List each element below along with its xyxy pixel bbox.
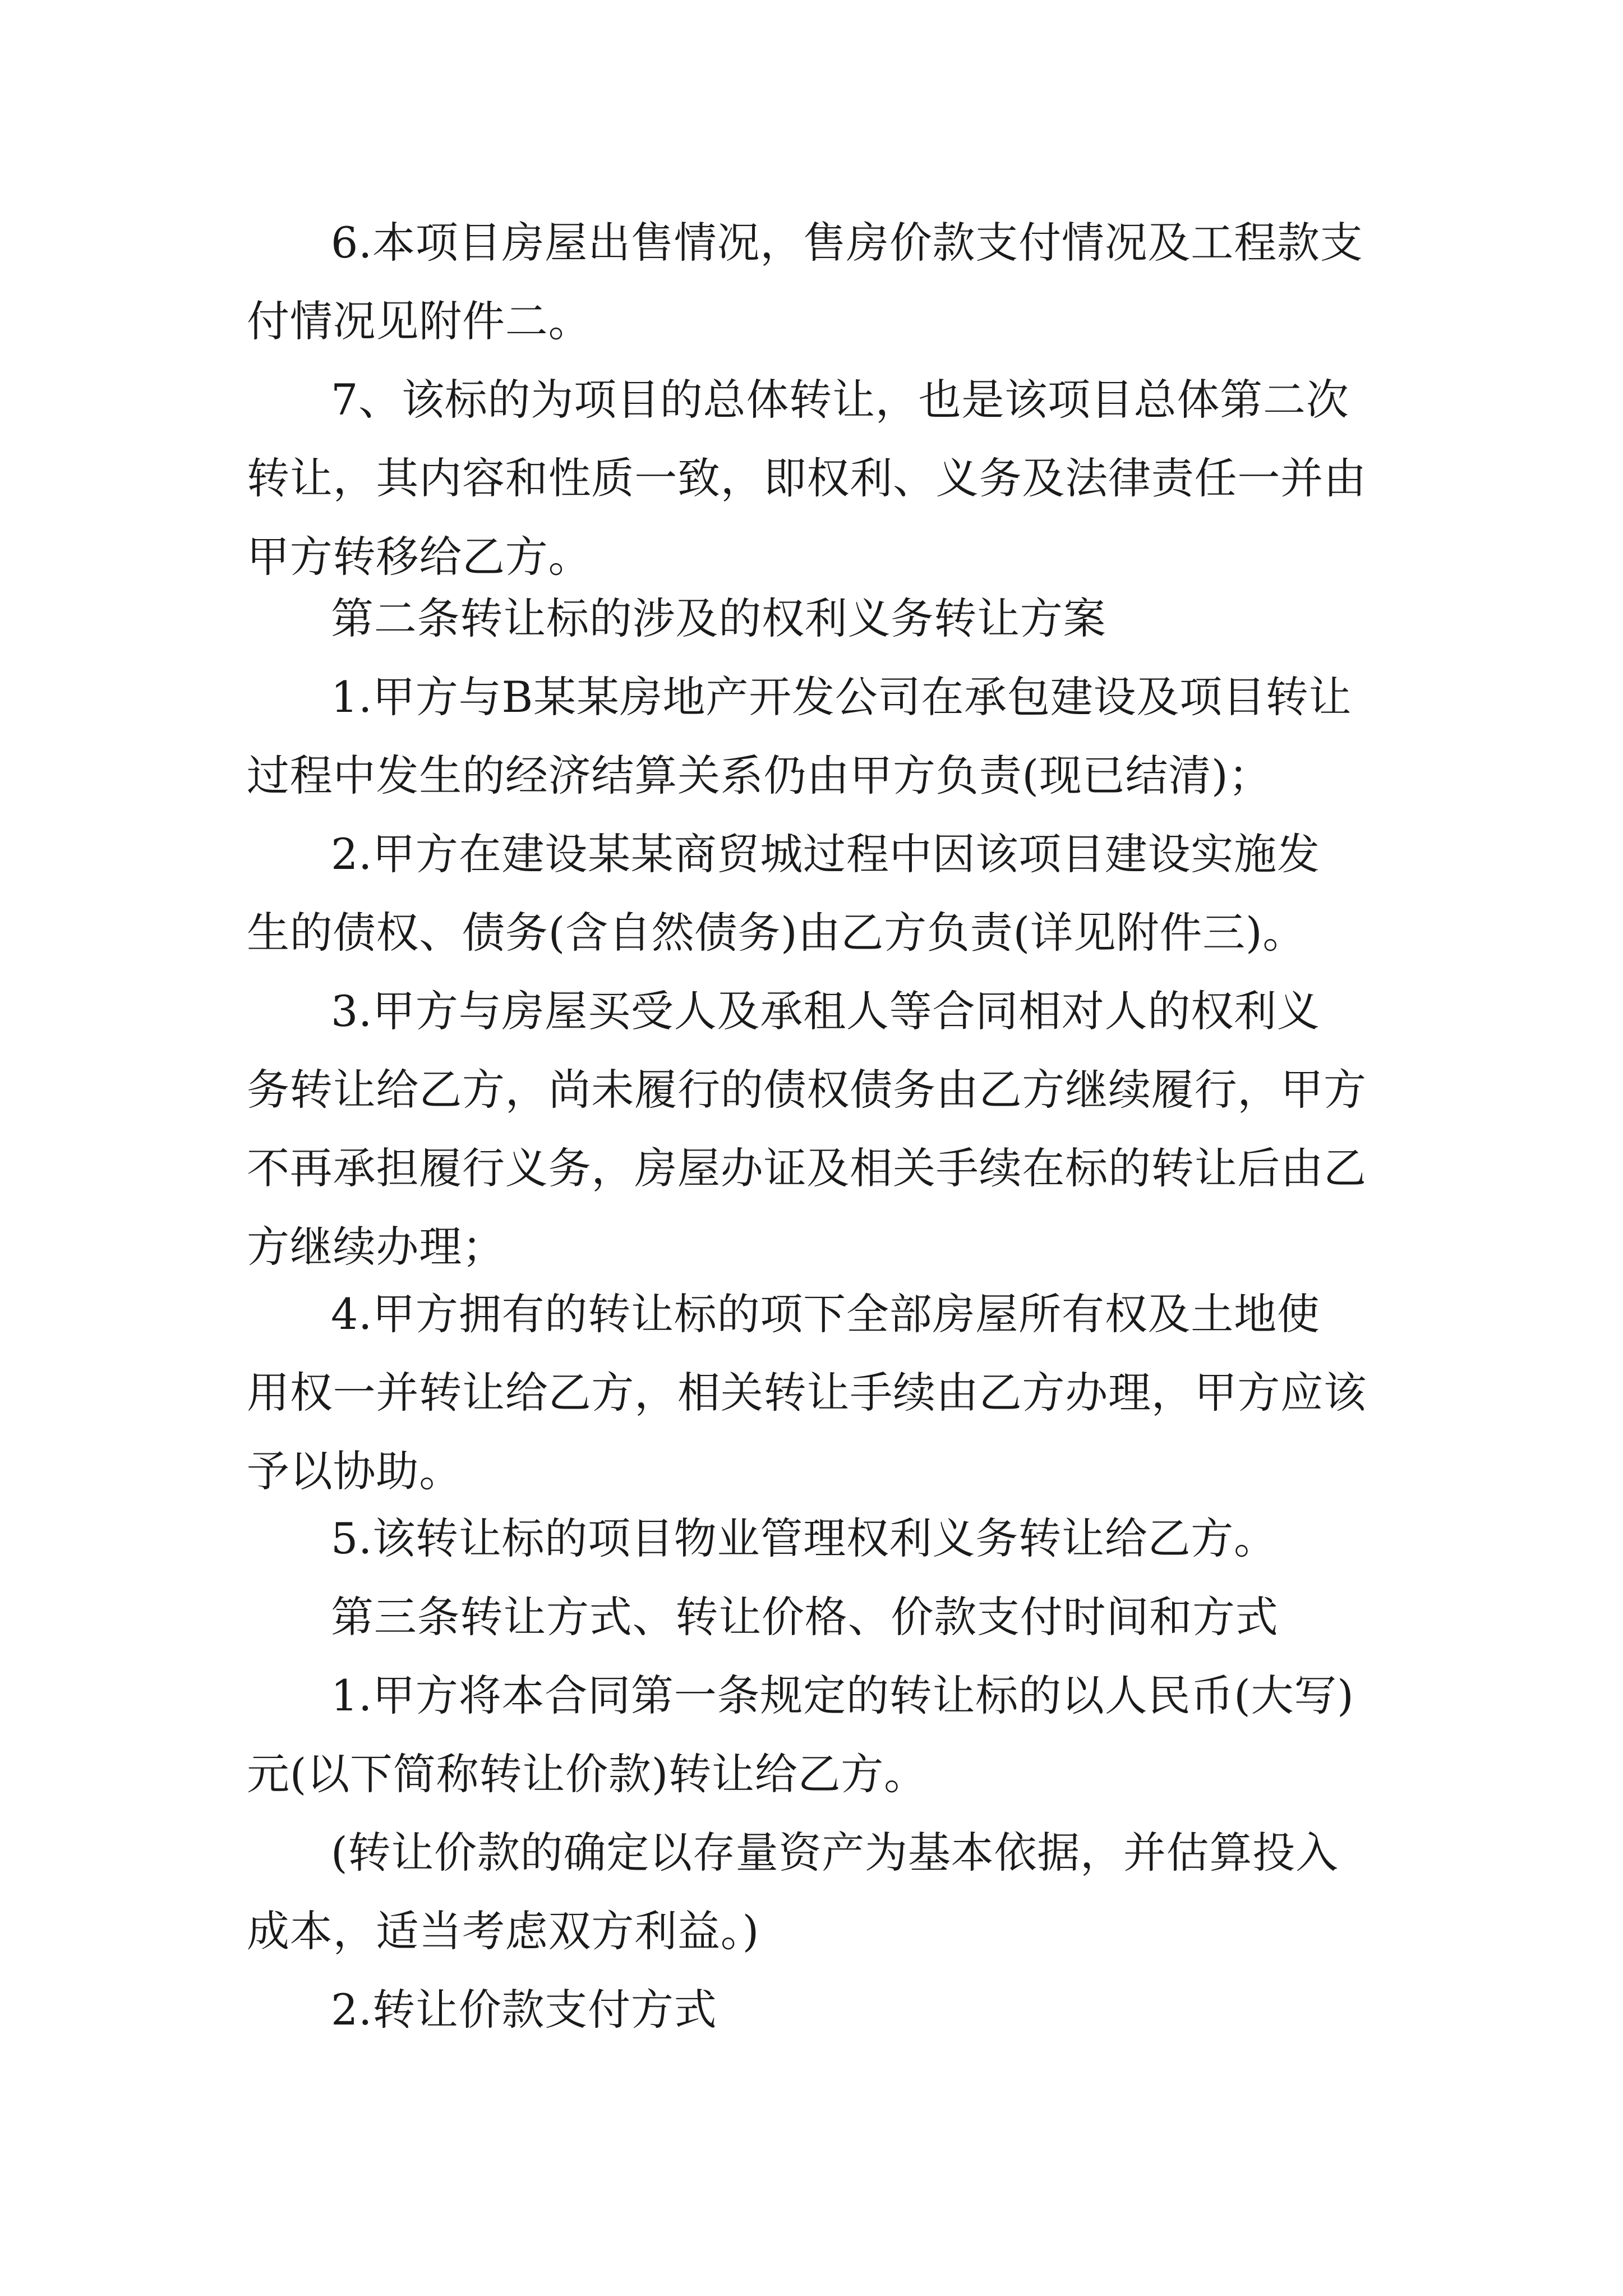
text-line: 生的债权、债务(含自然债务)由乙方负责(详见附件三)。 [247,908,1306,958]
text-line: 5.该转让标的项目物业管理权利义务转让给乙方。 [331,1513,1277,1563]
text-line: 4.甲方拥有的转让标的项下全部房屋所有权及土地使 [331,1289,1320,1339]
text-line: 不再承担履行义务，房屋办证及相关手续在标的转让后由乙 [247,1143,1367,1193]
text-line: 予以协助。 [247,1446,462,1496]
text-line: 方继续办理； [247,1222,505,1272]
text-line: 6.本项目房屋出售情况，售房价款支付情况及工程款支 [331,218,1363,268]
text-line: 成本，适当考虑双方利益。) [247,1906,760,1956]
text-line: 甲方转移给乙方。 [247,532,592,582]
text-line: 付情况见附件二。 [247,296,592,346]
text-line: 1.甲方将本合同第一条规定的转让标的以人民币(大写) [331,1671,1354,1720]
section-heading: 第二条转让标的涉及的权利义务转让方案 [331,593,1106,643]
text-line: 1.甲方与B某某房地产开发公司在承包建设及项目转让 [331,672,1352,722]
text-line: 元(以下简称转让价款)转让给乙方。 [247,1749,927,1799]
text-line: (转让价款的确定以存量资产为基本依据，并估算投入 [331,1828,1339,1878]
text-line: 务转让给乙方，尚未履行的债权债务由乙方继续履行，甲方 [247,1065,1367,1115]
section-heading: 第三条转让方式、转让价格、价款支付时间和方式 [331,1592,1279,1642]
text-line: 用权一并转让给乙方，相关转让手续由乙方办理，甲方应该 [247,1368,1367,1418]
text-line: 7、该标的为项目的总体转让，也是该项目总体第二次 [331,375,1349,425]
text-line: 2.转让价款支付方式 [331,1985,717,2035]
text-line: 2.甲方在建设某某商贸城过程中因该项目建设实施发 [331,829,1320,879]
text-line: 3.甲方与房屋买受人及承租人等合同相对人的权利义 [331,986,1320,1036]
text-line: 过程中发生的经济结算关系仍由甲方负责(现已结清)； [247,751,1272,800]
text-line: 转让，其内容和性质一致，即权利、义务及法律责任一并由 [247,453,1367,503]
